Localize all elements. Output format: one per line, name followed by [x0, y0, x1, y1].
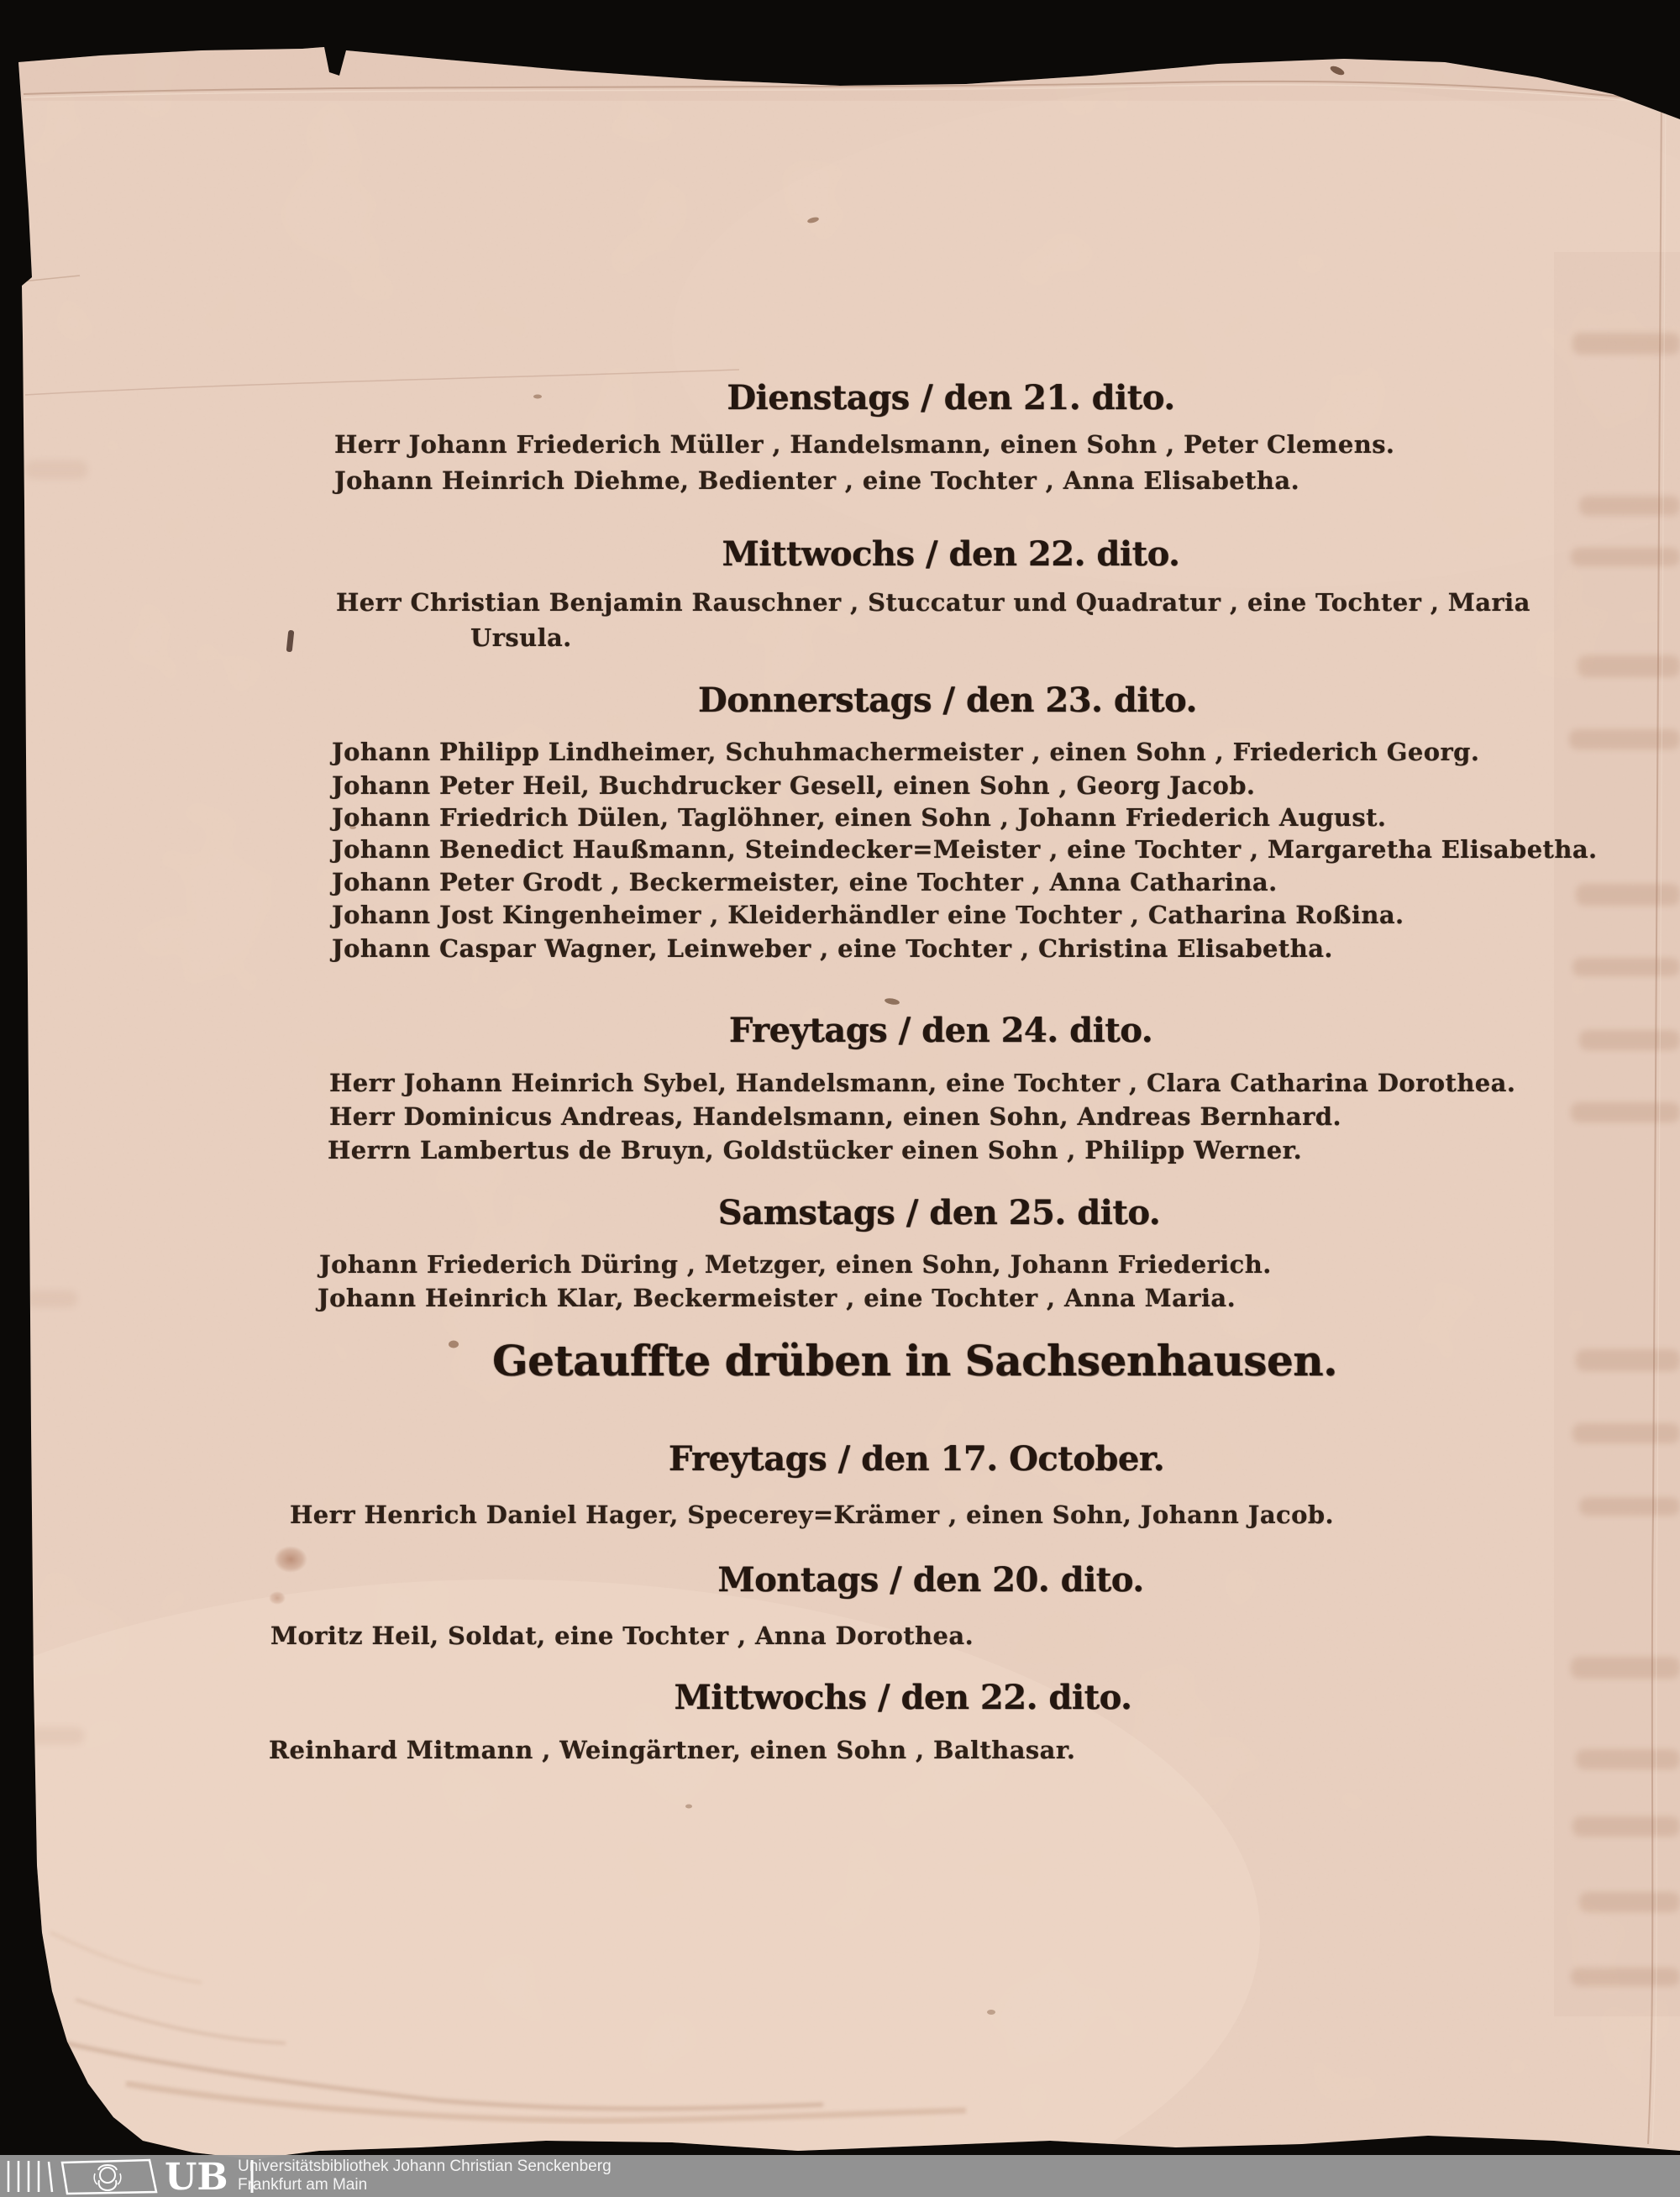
- register-entry: Johann Peter Grodt , Beckermeister, eine Tochter , Anna Catharina.: [332, 868, 1278, 896]
- register-entry: Johann Friedrich Dülen, Taglöhner, einen Sohn , Johann Friederich August.: [332, 803, 1387, 832]
- register-entry: Johann Philipp Lindheimer, Schuhmachermeister , einen Sohn , Friederich Georg.: [332, 738, 1480, 766]
- register-entry: Johann Heinrich Diehme, Bedienter , eine Tochter , Anna Elisabetha.: [334, 466, 1300, 495]
- register-entry: Ursula.: [470, 623, 572, 652]
- register-entry: Johann Peter Heil, Buchdrucker Gesell, einen Sohn , Georg Jacob.: [332, 771, 1256, 800]
- register-entry: Herr Dominicus Andreas, Handelsmann, einen Sohn, Andreas Bernhard.: [329, 1102, 1341, 1131]
- day-heading-freytags-24: Freytags / den 24. dito.: [728, 1011, 1153, 1050]
- register-entry: Herr Johann Friederich Müller , Handelsmann, einen Sohn , Peter Clemens.: [334, 430, 1395, 459]
- register-entry: Johann Jost Kingenheimer , Kleiderhändler eine Tochter , Catharina Roßina.: [332, 901, 1404, 929]
- day-heading-mittwochs-22-sachsenhausen: Mittwochs / den 22. dito.: [674, 1678, 1132, 1717]
- watermark-library-name: Universitätsbibliothek Johann Christian Senckenberg: [238, 2158, 612, 2175]
- register-entry: Herr Henrich Daniel Hager, Specerey=Krämer , einen Sohn, Johann Jacob.: [290, 1501, 1335, 1529]
- day-heading-freytags-17-october: Freytags / den 17. October.: [668, 1439, 1165, 1479]
- register-entry: Johann Caspar Wagner, Leinweber , eine Tochter , Christina Elisabetha.: [332, 934, 1333, 963]
- ub-logo-text: UB: [165, 2156, 228, 2197]
- watermark-city: Frankfurt am Main: [238, 2176, 368, 2194]
- day-heading-montags-20: Montags / den 20. dito.: [717, 1560, 1144, 1600]
- senckenberg-portrait-icon: [62, 2160, 156, 2194]
- book-stack-icon: [8, 2161, 52, 2192]
- register-entry: Reinhard Mitmann , Weingärtner, einen Sohn , Balthasar.: [269, 1736, 1076, 1764]
- register-entry: Moritz Heil, Soldat, eine Tochter , Anna Dorothea.: [270, 1621, 974, 1650]
- register-entry: Johann Benedict Haußmann, Steindecker=Meister , eine Tochter , Margaretha Elisabetha.: [332, 835, 1598, 864]
- main-heading-sachsenhausen: Getauffte drüben in Sachsenhausen.: [491, 1336, 1338, 1385]
- day-heading-samstags-25: Samstags / den 25. dito.: [717, 1193, 1161, 1233]
- library-watermark-bar: [0, 2155, 1680, 2197]
- register-entry: Johann Friederich Düring , Metzger, einen Sohn, Johann Friederich.: [319, 1250, 1272, 1279]
- register-entry: Johann Heinrich Klar, Beckermeister , eine Tochter , Anna Maria.: [318, 1284, 1236, 1312]
- day-heading-donnerstags-23: Donnerstags / den 23. dito.: [698, 681, 1197, 720]
- day-heading-dienstags-21: Dienstags / den 21. dito.: [727, 378, 1175, 418]
- ub-logo: [0, 2155, 260, 2197]
- register-entry: Herr Johann Heinrich Sybel, Handelsmann, eine Tochter , Clara Catharina Dorothea.: [329, 1069, 1516, 1097]
- register-entry: Herr Christian Benjamin Rauschner , Stuccatur und Quadratur , eine Tochter , Maria: [336, 588, 1530, 617]
- register-entry: Herrn Lambertus de Bruyn, Goldstücker einen Sohn , Philipp Werner.: [328, 1136, 1303, 1164]
- day-heading-mittwochs-22: Mittwochs / den 22. dito.: [722, 534, 1180, 574]
